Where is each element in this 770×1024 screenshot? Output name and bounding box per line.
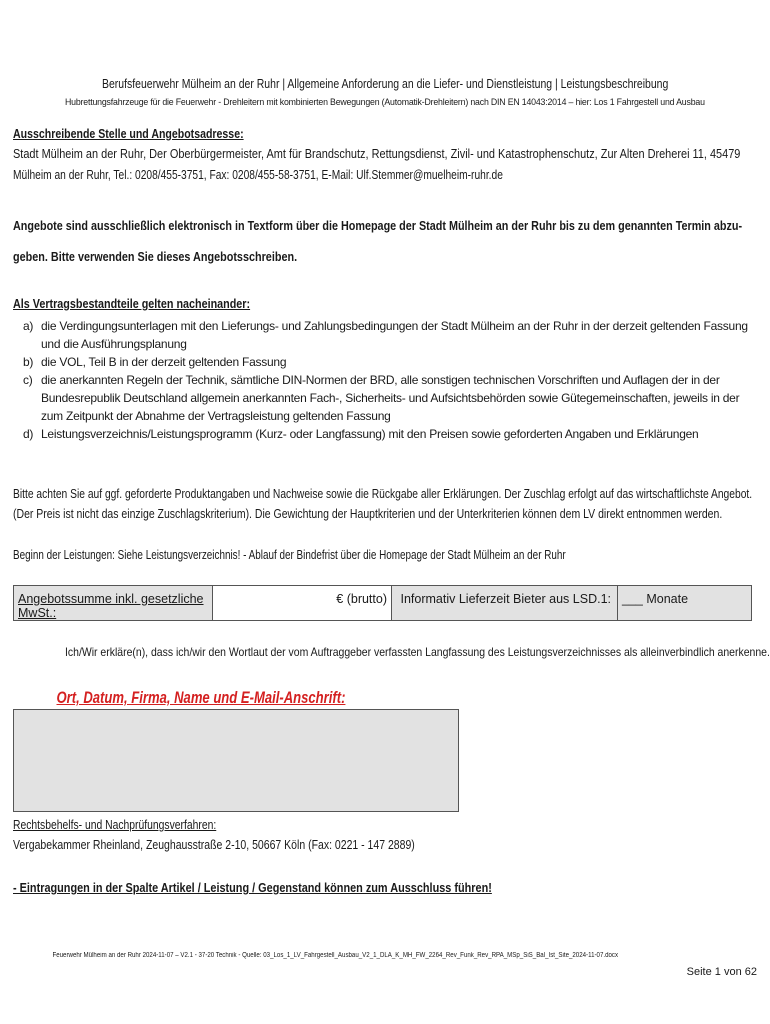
declaration-text: Ich/Wir erkläre(n), dass ich/wir den Wortlaut der vom Auftraggeber verfassten Langfassung des Leistungsverzeichnisses als alleinverbindlich anerkenne. (64, 645, 770, 659)
delivery-months-input[interactable]: ___ Monate (618, 586, 752, 621)
legal-heading: Rechtsbehelfs- und Nachprüfungsverfahren: (13, 818, 217, 832)
offer-sum-label: Angebotssumme inkl. gesetzliche MwSt.: (14, 586, 213, 621)
address-line-2: Mülheim an der Ruhr, Tel.: 0208/455-3751, Fax: 0208/455-58-3751, E-Mail: Ulf.Stemmer@muelheim-ruhr.de (13, 168, 503, 182)
footer-note: Feuerwehr Mülheim an der Ruhr 2024-11-07 – V2.1 - 37-20 Technik - Quelle: 03_Los_1_LV_Fahrgestell_Ausbau_V2_1_DLA_K_MH_FW_2264_Rev_Funk_Rev_RPA_MSp_SiS_Bal_Ist_Site_2024-11-07.docx (52, 952, 619, 959)
signature-field[interactable] (13, 709, 459, 812)
signature-heading: Ort, Datum, Firma, Name und E-Mail-Anschrift: (56, 688, 346, 707)
contract-list (13, 317, 758, 443)
legal-text: Vergabekammer Rheinland, Zeughausstraße 2-10, 50667 Köln (Fax: 0221 - 147 2889) (13, 838, 415, 852)
electronic-notice-line-2: geben. Bitte verwenden Sie dieses Angebotsschreiben. (13, 250, 298, 264)
page-subtitle: Hubrettungsfahrzeuge für die Feuerwehr - Drehleitern mit kombinierten Bewegungen (Automatik-Drehleitern) nach DIN EN 14043:2014 – hier: Los 1 Fahrgestell und Ausbau (65, 97, 705, 108)
start-of-services: Beginn der Leistungen: Siehe Leistungsverzeichnis! - Ablauf der Bindefrist über die Homepage der Stadt Mülheim an der Ruhr (13, 548, 566, 562)
notes-line-1: Bitte achten Sie auf ggf. geforderte Produktangaben und Nachweise sowie die Rückgabe aller Erklärungen. Der Zuschlag erfolgt auf das wirtschaftlichste Angebot. (13, 487, 753, 501)
contract-heading: Als Vertragsbestandteile gelten nacheinander: (13, 297, 251, 311)
delivery-time-label: Informativ Lieferzeit Bieter aus LSD.1: (392, 586, 618, 621)
offer-sum-input[interactable]: € (brutto) (213, 586, 392, 621)
electronic-notice-line-1: Angebote sind ausschließlich elektronisch in Textform über die Homepage der Stadt Mülheim an der Ruhr bis zu dem genannten Termin abzu- (13, 219, 743, 233)
list-item: b) die VOL, Teil B in der derzeit geltenden Fassung (23, 355, 287, 369)
notes-line-2: (Der Preis ist nicht das einzige Zuschlagskriterium). Die Gewichtung der Hauptkriterien und der Unterkriterien können dem LV direkt entnommen werden. (13, 507, 723, 521)
page-number: Seite 1 von 62 (686, 966, 757, 978)
offer-sum-table (13, 585, 752, 621)
list-item: d) Leistungsverzeichnis/Leistungsprogramm (Kurz- oder Langfassung) mit den Preisen sowie geforderten Angaben und Erklärungen (23, 427, 699, 441)
address-heading: Ausschreibende Stelle und Angebotsadresse: (13, 127, 244, 141)
list-item: c) die anerkannten Regeln der Technik, sämtliche DIN-Normen der BRD, alle sonstigen technischen Vorschriften und Auflagen der in der Bundesrepublik Deutschland allgemein anerkannten Fach-, Sicherheits- und Aufsichtsbehörden sowie Gütegemeinschaften, jeweils in der zum Zeitpunkt der Abnahme der Vertragsleistung geltenden Fassung (23, 373, 740, 423)
list-item: a) die Verdingungsunterlagen mit den Lieferungs- und Zahlungsbedingungen der Stadt Mülheim an der Ruhr in der derzeit geltenden Fassung und die Ausführungsplanung (23, 319, 748, 351)
address-line-1: Stadt Mülheim an der Ruhr, Der Oberbürgermeister, Amt für Brandschutz, Rettungsdienst, Zivil- und Katastrophenschutz, Zur Alten Dreherei 11, 45479 (13, 147, 741, 161)
page-title: Berufsfeuerwehr Mülheim an der Ruhr | Allgemeine Anforderung an die Liefer- und Dienstleistung | Leistungsbeschreibung (102, 76, 669, 91)
exclusion-warning: - Eintragungen in der Spalte Artikel / Leistung / Gegenstand können zum Ausschluss führen! (13, 881, 492, 895)
